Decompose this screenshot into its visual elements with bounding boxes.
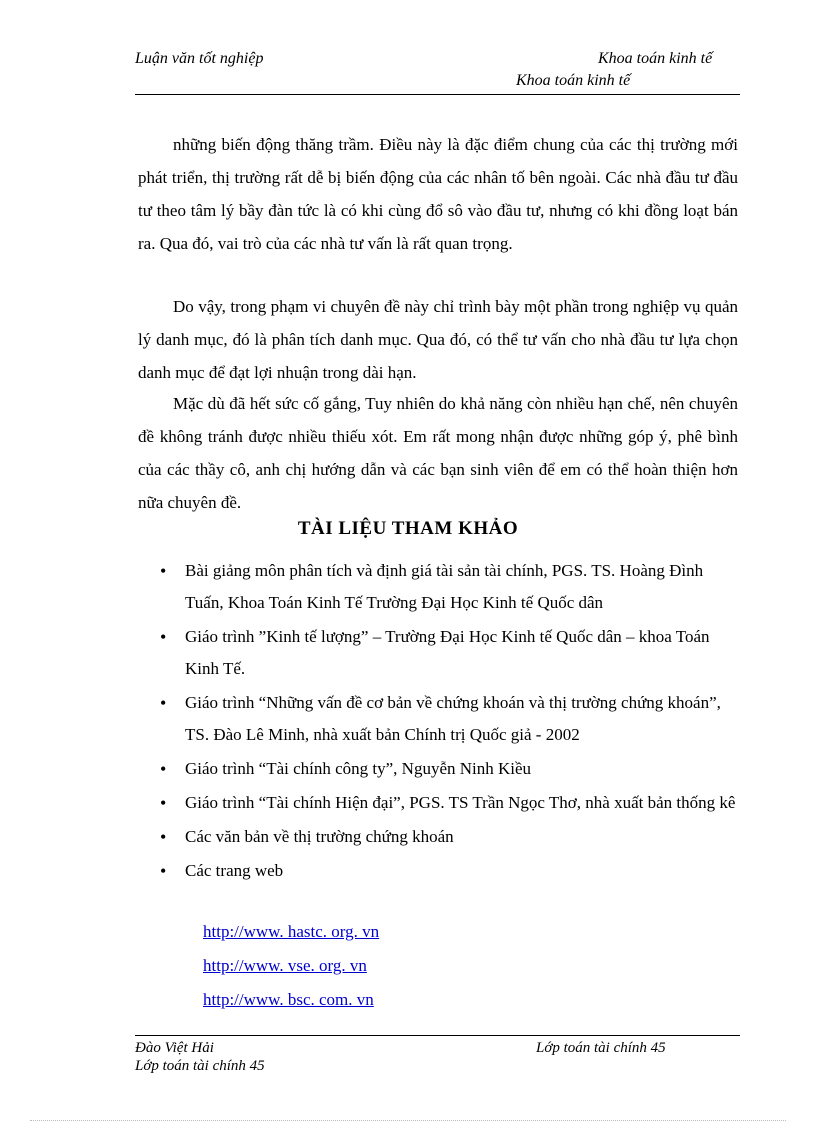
reference-item: • Giáo trình ”Kinh tế lượng” – Trường Đại Học Kinh tế Quốc dân – khoa Toán Kinh Tế. [160, 621, 740, 685]
body-paragraph-1 [138, 128, 738, 260]
paragraph-text: Mặc dù đã hết sức cố gắng, Tuy nhiên do khả năng còn nhiều hạn chế, nên chuyên đề không tránh được nhiều thiếu xót. Em rất mong nhận được những góp ý, phê bình của các thầy cô, anh chị hướng dẫn và các bạn sinh viên để em có thể hoàn thiện hơn nữa chuyên đề. [138, 394, 738, 512]
footer-class-repeat: Lớp toán tài chính 45 [135, 1058, 265, 1074]
page-edge-divider [30, 1120, 786, 1121]
header-title: Luận văn tốt nghiệp [135, 50, 264, 67]
website-links [203, 915, 379, 1017]
reference-item: • Các văn bản về thị trường chứng khoán [160, 821, 740, 853]
reference-item: • Giáo trình “Những vấn đề cơ bản về chứng khoán và thị trường chứng khoán”, TS. Đào Lê Minh, nhà xuất bản Chính trị Quốc giả - 2002 [160, 687, 740, 751]
link-vse[interactable]: http://www. vse. org. vn [203, 956, 367, 975]
footer-author: Đào Việt Hải [135, 1040, 214, 1056]
references-list [160, 555, 740, 889]
footer-class: Lớp toán tài chính 45 [536, 1040, 666, 1056]
header-rule [135, 94, 740, 95]
paragraph-text: những biến động thăng trầm. Điều này là đặc điểm chung của các thị trường mới phát triển, thị trường rất dễ bị biến động của các nhân tố bên ngoài. Các nhà đầu tư đầu tư theo tâm lý bầy đàn tức là có khi cùng đổ sô vào đầu tư, nhưng có khi đồng loạt bán ra. Qua đó, vai trò của các nhà tư vấn là rất quan trọng. [138, 135, 738, 253]
header-department: Khoa toán kinh tế [598, 50, 713, 67]
reference-item: • Các trang web [160, 855, 740, 887]
reference-item: • Bài giảng môn phân tích và định giá tài sản tài chính, PGS. TS. Hoàng Đình Tuấn, Khoa Toán Kinh Tế Trường Đại Học Kinh tế Quốc dân [160, 555, 740, 619]
body-paragraph-3 [138, 387, 738, 519]
body-paragraph-2 [138, 290, 738, 389]
paragraph-text: Do vậy, trong phạm vi chuyên đề này chỉ trình bày một phần trong nghiệp vụ quản lý danh mục, đó là phân tích danh mục. Qua đó, có thể tư vấn cho nhà đầu tư lựa chọn danh mục để đạt lợi nhuận trong dài hạn. [138, 297, 738, 382]
header-department-repeat: Khoa toán kinh tế [516, 72, 631, 89]
link-bsc[interactable]: http://www. bsc. com. vn [203, 990, 374, 1009]
reference-item: • Giáo trình “Tài chính Hiện đại”, PGS. TS Trần Ngọc Thơ, nhà xuất bản thống kê [160, 787, 740, 819]
footer-rule [135, 1035, 740, 1036]
link-hastc[interactable]: http://www. hastc. org. vn [203, 922, 380, 941]
reference-item: • Giáo trình “Tài chính công ty”, Nguyễn Ninh Kiều [160, 753, 740, 785]
references-heading: TÀI LIỆU THAM KHẢO [297, 518, 519, 539]
